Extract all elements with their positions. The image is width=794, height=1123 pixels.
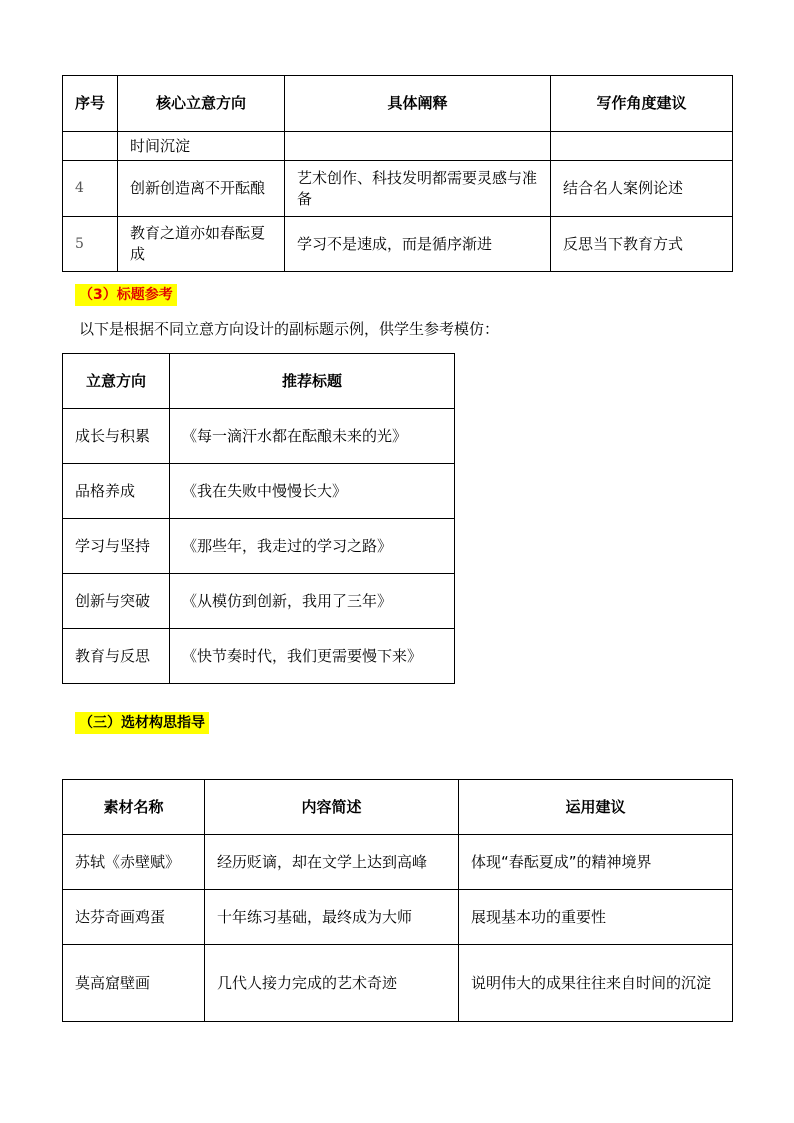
direction-cell: 教育与反思	[63, 629, 170, 684]
table-row	[63, 161, 733, 217]
material-table	[62, 779, 733, 1022]
table-header-row	[63, 354, 455, 409]
material-name-cell: 莫高窟壁画	[63, 945, 205, 1022]
table-row	[63, 629, 455, 684]
section-intro-text: 以下是根据不同立意方向设计的副标题示例，供学生参考模仿：	[79, 320, 500, 338]
usage-cell: 展现基本功的重要性	[459, 890, 733, 945]
table-row	[63, 519, 455, 574]
header-cell: 内容简述	[205, 780, 459, 835]
content-cell: 经历贬谪，却在文学上达到高峰	[205, 835, 459, 890]
usage-cell: 说明伟大的成果往往来自时间的沉淀	[459, 945, 733, 1022]
title-cell: 《那些年，我走过的学习之路》	[170, 519, 455, 574]
table-header-row	[63, 76, 733, 132]
header-cell: 核心立意方向	[118, 76, 285, 132]
title-cell: 《每一滴汗水都在酝酿未来的光》	[170, 409, 455, 464]
direction-cell: 教育之道亦如春酝夏成	[118, 217, 285, 272]
table-row	[63, 890, 733, 945]
header-cell: 序号	[63, 76, 118, 132]
direction-table	[62, 75, 733, 272]
suggestion-cell	[551, 132, 733, 161]
row-number: 5	[63, 217, 118, 272]
explanation-cell: 学习不是速成，而是循序渐进	[285, 217, 551, 272]
header-cell: 写作角度建议	[551, 76, 733, 132]
title-cell: 《我在失败中慢慢长大》	[170, 464, 455, 519]
direction-cell: 时间沉淀	[118, 132, 285, 161]
title-cell: 《快节奏时代，我们更需要慢下来》	[170, 629, 455, 684]
direction-cell: 创新创造离不开酝酿	[118, 161, 285, 217]
row-number	[63, 132, 118, 161]
title-reference-table	[62, 353, 455, 684]
suggestion-cell: 反思当下教育方式	[551, 217, 733, 272]
header-cell: 立意方向	[63, 354, 170, 409]
table-row	[63, 574, 455, 629]
table-row	[63, 132, 733, 161]
header-cell: 素材名称	[63, 780, 205, 835]
table-header-row	[63, 780, 733, 835]
direction-cell: 学习与坚持	[63, 519, 170, 574]
suggestion-cell: 结合名人案例论述	[551, 161, 733, 217]
table-row	[63, 945, 733, 1022]
material-name-cell: 达芬奇画鸡蛋	[63, 890, 205, 945]
material-name-cell: 苏轼《赤壁赋》	[63, 835, 205, 890]
content-cell: 十年练习基础，最终成为大师	[205, 890, 459, 945]
row-number: 4	[63, 161, 118, 217]
section-heading-title-reference: （3）标题参考	[75, 284, 177, 306]
header-cell: 运用建议	[459, 780, 733, 835]
title-cell: 《从模仿到创新，我用了三年》	[170, 574, 455, 629]
table-row	[63, 409, 455, 464]
explanation-cell	[285, 132, 551, 161]
direction-cell: 品格养成	[63, 464, 170, 519]
table-row	[63, 464, 455, 519]
header-cell: 推荐标题	[170, 354, 455, 409]
direction-cell: 成长与积累	[63, 409, 170, 464]
section-heading-material-guide: （三）选材构思指导	[75, 712, 209, 734]
usage-cell: 体现“春酝夏成”的精神境界	[459, 835, 733, 890]
direction-cell: 创新与突破	[63, 574, 170, 629]
header-cell: 具体阐释	[285, 76, 551, 132]
explanation-cell: 艺术创作、科技发明都需要灵感与准备	[285, 161, 551, 217]
table-row	[63, 217, 733, 272]
table-row	[63, 835, 733, 890]
content-cell: 几代人接力完成的艺术奇迹	[205, 945, 459, 1022]
